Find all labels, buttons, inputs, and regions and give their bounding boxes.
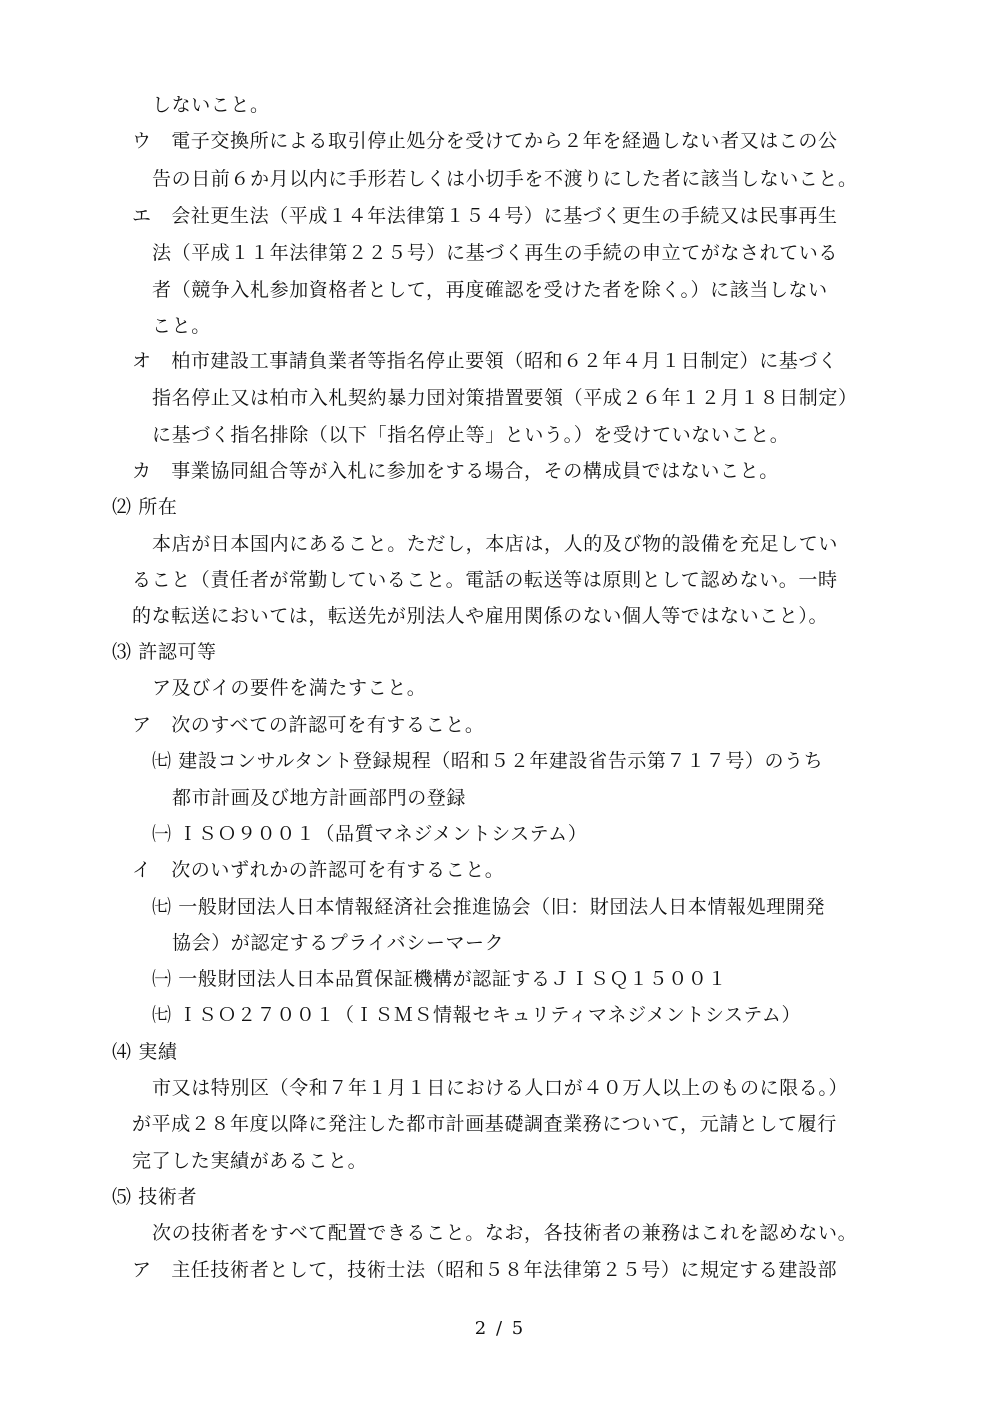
- section-heading: ⑸ 技術者: [112, 1186, 198, 1208]
- section-heading: ⑵ 所在: [112, 496, 178, 518]
- text-line: 的な転送においては，転送先が別法人や雇用関係のない個人等ではないこと）。: [132, 605, 829, 627]
- text-line: エ 会社更生法（平成１４年法律第１５４号）に基づく更生の手続又は民事再生: [132, 205, 838, 227]
- text-line: ること（責任者が常勤していること。電話の転送等は原則として認めない。一時: [132, 569, 838, 591]
- text-line: に基づく指名排除（以下「指名停止等」という。）を受けていないこと。: [152, 424, 790, 446]
- text-line: カ 事業協同組合等が入札に参加をする場合，その構成員ではないこと。: [132, 460, 779, 482]
- section-heading: ⑷ 実績: [112, 1041, 178, 1063]
- text-line: こと。: [152, 315, 211, 337]
- text-line: 次の技術者をすべて配置できること。なお，各技術者の兼務はこれを認めない。: [152, 1222, 858, 1244]
- text-line: 法（平成１１年法律第２２５号）に基づく再生の手続の申立てがなされている: [152, 242, 839, 264]
- text-line: しないこと。: [152, 94, 270, 116]
- text-line: 市又は特別区（令和７年１月１日における人口が４０万人以上のものに限る。）: [152, 1077, 849, 1099]
- text-line: ㈦ 一般財団法人日本情報経済社会推進協会（旧：財団法人日本情報処理開発: [152, 896, 826, 918]
- text-line: 都市計画及び地方計画部門の登録: [172, 787, 467, 809]
- text-line: 完了した実績があること。: [132, 1150, 368, 1172]
- text-line: ア 次のすべての許認可を有すること。: [132, 714, 485, 736]
- text-line: が平成２８年度以降に発注した都市計画基礎調査業務について，元請として履行: [132, 1113, 837, 1135]
- text-line: ㈠ 一般財団法人日本品質保証機構が認証するＪＩＳＱ１５００１: [152, 968, 728, 990]
- text-line: 者（競争入札参加資格者として，再度確認を受けた者を除く。）に該当しない: [152, 279, 828, 301]
- page-number: 2 / 5: [474, 1318, 526, 1339]
- text-line: ㈦ 建設コンサルタント登録規程（昭和５２年建設省告示第７１７号）のうち: [152, 750, 824, 772]
- text-line: ア及びイの要件を満たすこと。: [152, 677, 427, 699]
- text-line: 本店が日本国内にあること。ただし，本店は，人的及び物的設備を充足してい: [152, 533, 839, 555]
- text-line: ア 主任技術者として，技術士法（昭和５８年法律第２５号）に規定する建設部: [132, 1259, 838, 1281]
- text-line: ㈦ ＩＳＯ２７００１（ＩＳＭＳ情報セキュリティマネジメントシステム）: [152, 1004, 802, 1026]
- text-line: ㈠ ＩＳＯ９００１（品質マネジメントシステム）: [152, 823, 588, 845]
- text-line: 協会）が認定するプライバシーマーク: [172, 932, 505, 954]
- text-line: ウ 電子交換所による取引停止処分を受けてから２年を経過しない者又はこの公: [132, 130, 838, 152]
- text-line: イ 次のいずれかの許認可を有すること。: [132, 859, 505, 881]
- text-line: 指名停止又は柏市入札契約暴力団対策措置要領（平成２６年１２月１８日制定）: [152, 387, 858, 409]
- section-heading: ⑶ 許認可等: [112, 641, 217, 663]
- text-line: オ 柏市建設工事請負業者等指名停止要領（昭和６２年４月１日制定）に基づく: [132, 350, 838, 372]
- text-line: 告の日前６か月以内に手形若しくは小切手を不渡りにした者に該当しないこと。: [152, 168, 858, 190]
